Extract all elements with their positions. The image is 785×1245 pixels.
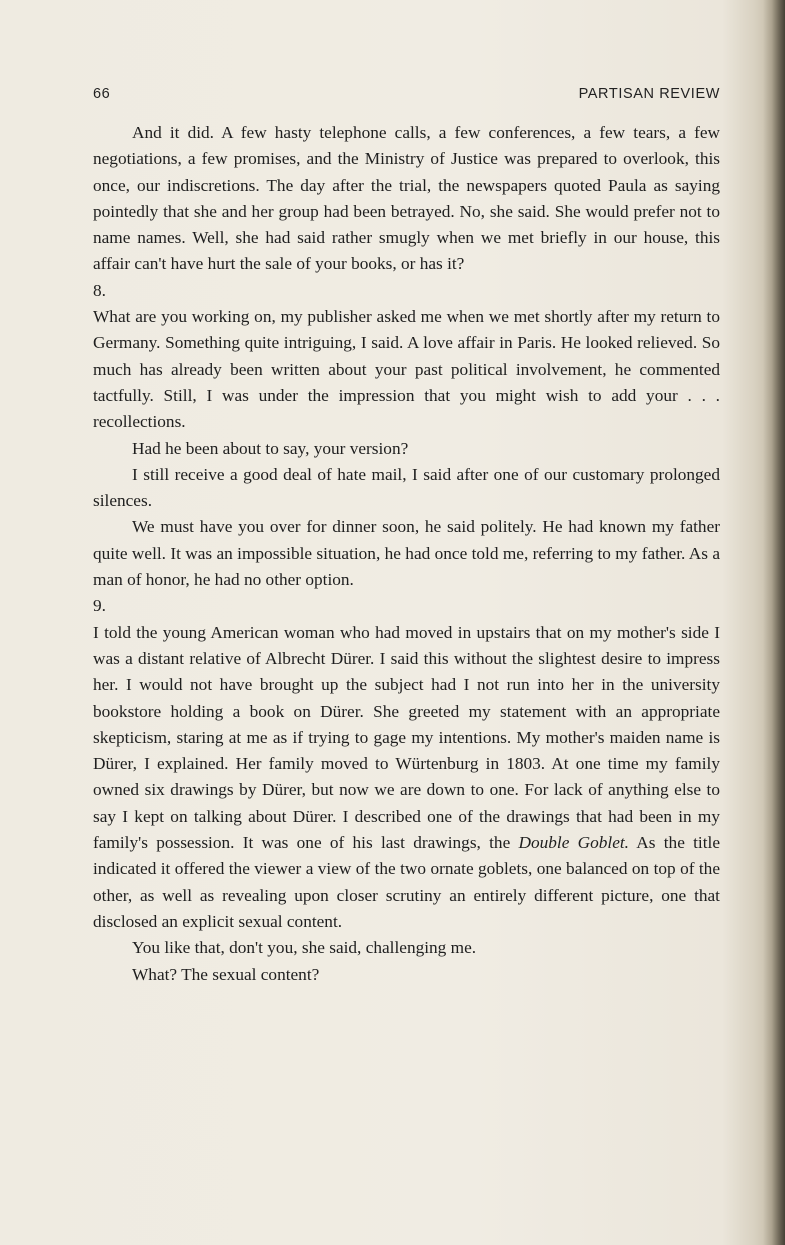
journal-title: PARTISAN REVIEW xyxy=(578,86,720,102)
paragraph-what: What? The sexual content? xyxy=(132,964,320,984)
body-text xyxy=(93,120,720,988)
section-number-9: 9. xyxy=(93,596,106,616)
paragraph-you-like: You like that, don't you, she said, challenging me. xyxy=(132,938,477,958)
paragraph-version: Had he been about to say, your version? xyxy=(132,438,409,458)
page-number: 66 xyxy=(93,86,111,102)
durer-text-start: I told the young American woman who had moved in upstairs that on my mother's side I was a distant relative of Albrecht Dürer. I said this without the slightest desire to impress her. I would not have brought up the subject had I not run into her in the university bookstore holding a book on Dürer. She greeted my statement with an appropriate skepticism, staring at me as if trying to gage my intentions. My mother's maiden name is Dürer, I explained. Her family moved to Würtenburg in 1803. At one time my family owned six drawings by Dürer, but now we are down to one. For lack of anything else to say I kept on talking about Dürer. I described one of the drawings that had been in my family's possession. It was one of his last drawings, the xyxy=(93,622,720,853)
paragraph-dinner: We must have you over for dinner soon, he said politely. He had known my father quite well. It was an impossible situation, he had once told me, referring to my father. As a man of honor, he had no other option. xyxy=(93,517,720,590)
paragraph-publisher: What are you working on, my publisher asked me when we met shortly after my return to Germany. Something quite intriguing, I said. A love affair in Paris. He looked relieved. So much has already been written about your past political involvement, he commented tactfully. Still, I was under the impression that you might wish to add your . . . recollections. xyxy=(93,307,720,432)
paragraph-and-it-did: And it did. A few hasty telephone calls, a few conferences, a few tears, a few negotiations, a few promises, and the Ministry of Justice was prepared to overlook, this once, our indiscretions. The day after the trial, the newspapers quoted Paula as saying pointedly that she and her group had been betrayed. No, she said. She would prefer not to name names. Well, she had said rather smugly when we met briefly in our house, this affair can't have hurt the sale of your books, or has it? xyxy=(93,123,720,274)
paragraph-durer xyxy=(93,620,720,936)
section-number-8: 8. xyxy=(93,280,106,300)
book-binding-shadow xyxy=(763,0,785,1245)
artwork-title: Double Goblet. xyxy=(518,833,629,853)
paragraph-hate-mail: I still receive a good deal of hate mail, I said after one of our customary prolonged silences. xyxy=(93,464,720,511)
running-header xyxy=(93,86,720,108)
durer-text-end: As the title indicated it offered the viewer a view of the two ornate goblets, one balanced on top of the other, as well as revealing upon closer scrutiny an entirely different picture, one that disclosed an explicit sexual content. xyxy=(93,833,720,931)
